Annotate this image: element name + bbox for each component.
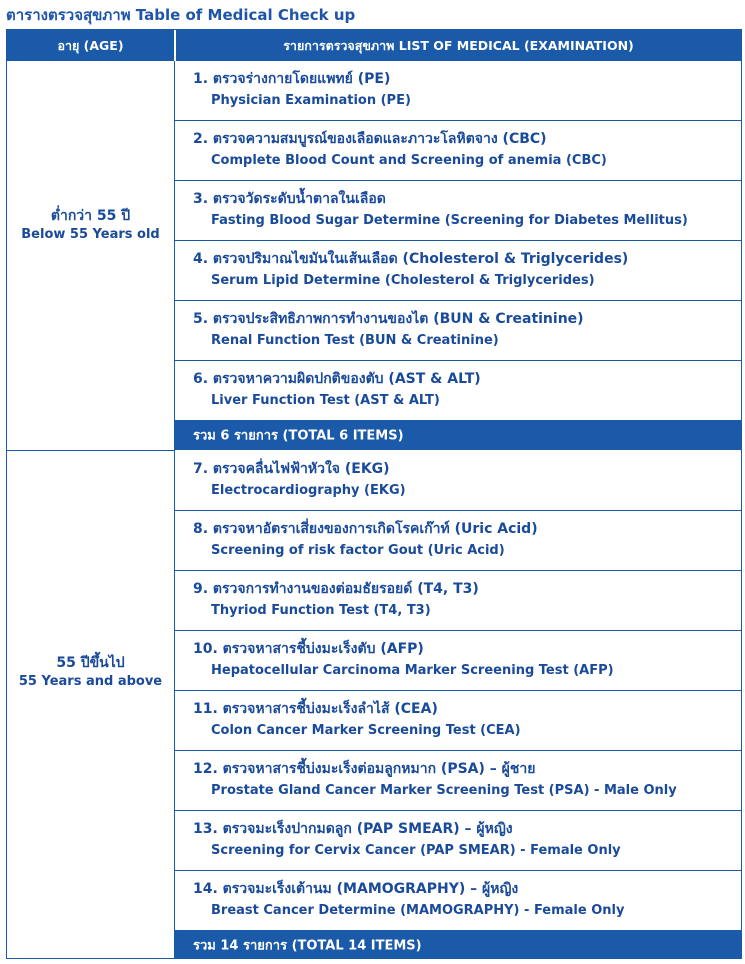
age-label-thai: ต่ำกว่า 55 ปี xyxy=(50,208,131,224)
list-item xyxy=(175,751,741,811)
age-label-english: Below 55 Years old xyxy=(21,226,160,242)
item-english: Serum Lipid Determine (Cholesterol & Triglycerides) xyxy=(211,273,595,288)
item-thai: 14. ตรวจมะเร็งเต้านม (MAMOGRAPHY) – ผู้หญิง xyxy=(193,881,519,897)
item-english: Colon Cancer Marker Screening Test (CEA) xyxy=(211,723,521,738)
item-thai: 4. ตรวจปริมาณไขมันในเส้นเลือด (Cholesterol & Triglycerides) xyxy=(193,251,629,267)
item-thai: 12. ตรวจหาสารชี้บ่งมะเร็งต่อมลูกหมาก (PSA) – ผู้ชาย xyxy=(193,761,536,777)
list-item xyxy=(175,361,741,420)
item-english: Fasting Blood Sugar Determine (Screening for Diabetes Mellitus) xyxy=(211,213,688,228)
total-label: รวม 6 รายการ (TOTAL 6 ITEMS) xyxy=(193,428,404,444)
item-thai: 11. ตรวจหาสารชี้บ่งมะเร็งลำไส้ (CEA) xyxy=(193,701,438,717)
list-item xyxy=(175,181,741,241)
list-item xyxy=(175,241,741,301)
item-english: Hepatocellular Carcinoma Marker Screening Test (AFP) xyxy=(211,663,614,678)
item-thai: 8. ตรวจหาอัตราเสี่ยงของการเกิดโรคเก๊าท์ (Uric Acid) xyxy=(193,521,538,537)
item-english: Renal Function Test (BUN & Creatinine) xyxy=(211,333,499,348)
list-item xyxy=(175,631,741,691)
age-label-thai: 55 ปีขึ้นไป xyxy=(56,655,125,671)
list-item xyxy=(175,301,741,361)
item-thai: 9. ตรวจการทำงานของต่อมธัยรอยด์ (T4, T3) xyxy=(193,581,479,597)
list-item xyxy=(175,871,741,930)
list-item xyxy=(175,571,741,631)
list-item xyxy=(175,121,741,181)
age-label-english: 55 Years and above xyxy=(18,673,163,689)
item-thai: 7. ตรวจคลื่นไฟฟ้าหัวใจ (EKG) xyxy=(193,461,390,477)
item-english: Prostate Gland Cancer Marker Screening Test (PSA) - Male Only xyxy=(211,783,677,798)
item-english: Physician Examination (PE) xyxy=(211,93,411,108)
list-item xyxy=(175,811,741,871)
age-column-header: อายุ (AGE) xyxy=(57,37,124,53)
item-thai: 6. ตรวจหาความผิดปกติของตับ (AST & ALT) xyxy=(193,371,481,387)
medical-checkup-table xyxy=(6,29,742,959)
item-thai: 13. ตรวจมะเร็งปากมดลูก (PAP SMEAR) – ผู้หญิง xyxy=(193,821,513,837)
item-thai: 1. ตรวจร่างกายโดยแพทย์ (PE) xyxy=(193,71,391,87)
total-label: รวม 14 รายการ (TOTAL 14 ITEMS) xyxy=(193,938,422,953)
age-group-55-plus xyxy=(7,654,174,690)
total-items-badge xyxy=(175,930,741,959)
item-thai: 2. ตรวจความสมบูรณ์ของเลือดและภาวะโลหิตจาง (CBC) xyxy=(193,131,547,147)
item-thai: 10. ตรวจหาสารชี้บ่งมะเร็งตับ (AFP) xyxy=(193,641,424,657)
item-thai: 3. ตรวจวัดระดับน้ำตาลในเลือด xyxy=(193,191,386,207)
item-english: Electrocardiography (EKG) xyxy=(211,483,406,498)
age-group-under-55 xyxy=(7,207,174,243)
table-header xyxy=(7,30,741,61)
list-item xyxy=(175,511,741,571)
item-english: Liver Function Test (AST & ALT) xyxy=(211,393,440,408)
list-column-header: รายการตรวจสุขภาพ LIST OF MEDICAL (EXAMINATION) xyxy=(283,37,634,53)
list-item xyxy=(175,61,741,121)
list-item xyxy=(175,691,741,751)
item-english: Screening of risk factor Gout (Uric Acid) xyxy=(211,543,505,558)
list-item xyxy=(175,451,741,511)
page-title: ตารางตรวจสุขภาพ Table of Medical Check up xyxy=(6,6,356,24)
item-english: Breast Cancer Determine (MAMOGRAPHY) - Female Only xyxy=(211,903,625,918)
total-items-badge xyxy=(175,420,741,450)
item-english: Complete Blood Count and Screening of anemia (CBC) xyxy=(211,153,607,168)
item-thai: 5. ตรวจประสิทธิภาพการทำงานของไต (BUN & Creatinine) xyxy=(193,311,584,327)
item-english: Thyriod Function Test (T4, T3) xyxy=(211,603,431,618)
item-english: Screening for Cervix Cancer (PAP SMEAR) - Female Only xyxy=(211,843,621,858)
